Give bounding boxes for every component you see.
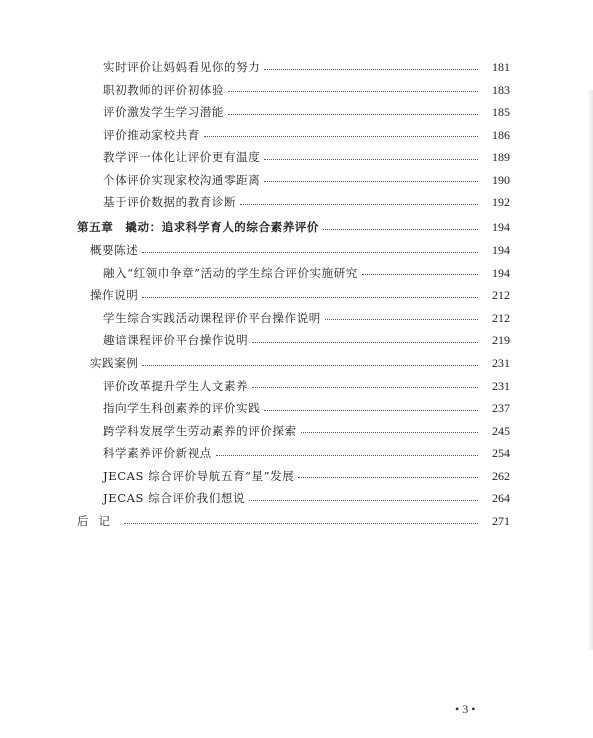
toc-entry[interactable] xyxy=(103,148,510,166)
section-title: 概要陈述 xyxy=(90,243,139,257)
toc-entry-title: 基于评价数据的教育诊断 xyxy=(103,195,237,209)
section-title: 实践案例 xyxy=(90,356,139,370)
leader-dots xyxy=(240,204,478,205)
leader-dots xyxy=(216,455,478,456)
leader-dots xyxy=(301,432,478,433)
toc-entry-title: 评价推动家校共育 xyxy=(103,127,200,142)
leader-dots xyxy=(142,365,478,366)
toc-entry-page: 254 xyxy=(492,446,510,460)
leader-dots xyxy=(264,410,478,411)
leader-dots xyxy=(252,387,478,388)
toc-entry-page: 231 xyxy=(492,378,510,393)
afterword-page: 271 xyxy=(492,514,510,528)
toc-entry-page: 194 xyxy=(492,265,510,280)
toc-entry-page: 212 xyxy=(492,310,510,325)
toc-entry-page: 181 xyxy=(492,60,510,74)
toc-entry-page: 185 xyxy=(492,105,510,119)
toc-entry-page: 192 xyxy=(492,195,510,209)
leader-dots xyxy=(264,181,478,182)
section-page: 231 xyxy=(492,356,510,370)
toc-entry[interactable] xyxy=(103,422,510,440)
leader-dots xyxy=(228,91,478,92)
toc-entry-page: 262 xyxy=(492,468,510,483)
toc-section[interactable] xyxy=(90,241,510,259)
toc-entry-title: 评价改革提升学生人文素养 xyxy=(103,378,249,393)
toc-entry-title: JECAS 综合评价我们想说 xyxy=(103,491,246,505)
toc-entry-title: JECAS 综合评价导航五育“星”发展 xyxy=(103,468,295,483)
toc-entry-title: 职初教师的评价初体验 xyxy=(103,82,224,97)
leader-dots xyxy=(252,342,478,343)
leader-dots xyxy=(264,69,478,70)
toc-entry-page: 183 xyxy=(492,82,510,97)
toc-entry[interactable] xyxy=(103,171,510,189)
toc-entry-title: 评价激发学生学习潜能 xyxy=(103,105,224,119)
toc-entry[interactable] xyxy=(103,444,510,462)
leader-dots xyxy=(204,136,478,137)
section-title: 操作说明 xyxy=(90,288,139,302)
leader-dots xyxy=(264,159,478,160)
toc-entry-page: 189 xyxy=(492,150,510,164)
toc-entry-page: 237 xyxy=(492,401,510,415)
toc-entry-page: 186 xyxy=(492,127,510,142)
leader-dots xyxy=(362,274,478,275)
toc-entry-title: 融入“红领巾争章”活动的学生综合评价实施研究 xyxy=(103,265,358,280)
toc-entry[interactable] xyxy=(103,103,510,121)
leader-dots xyxy=(124,523,478,524)
leader-dots xyxy=(142,297,478,298)
leader-dots xyxy=(298,477,478,478)
chapter-page: 194 xyxy=(492,220,510,234)
leader-dots xyxy=(325,319,478,320)
leader-dots xyxy=(249,500,478,501)
afterword-title: 后记 xyxy=(77,514,120,528)
leader-dots xyxy=(323,229,478,230)
toc-entry-title: 指向学生科创素养的评价实践 xyxy=(103,401,261,415)
toc-entry[interactable] xyxy=(103,81,510,99)
toc-entry-page: 264 xyxy=(492,491,510,505)
chapter-title: 第五章 撬动：追求科学育人的综合素养评价 xyxy=(77,220,319,234)
leader-dots xyxy=(228,114,478,115)
toc-entry[interactable] xyxy=(103,193,510,211)
toc-entry[interactable] xyxy=(103,58,510,76)
toc-entry[interactable] xyxy=(103,264,510,282)
toc-entry-title: 趣谙课程评价平台操作说明 xyxy=(103,333,249,347)
toc-entry-title: 个体评价实现家校沟通零距离 xyxy=(103,172,261,187)
toc-entry[interactable] xyxy=(103,126,510,144)
toc-entry[interactable] xyxy=(103,309,510,327)
toc-entry-title: 实时评价让妈妈看见你的努力 xyxy=(103,60,261,74)
toc-entry-page: 219 xyxy=(492,333,510,347)
toc-entry-title: 教学评一体化让评价更有温度 xyxy=(103,150,261,164)
toc-entry-page: 190 xyxy=(492,172,510,187)
section-page: 194 xyxy=(492,243,510,257)
toc-entry[interactable] xyxy=(103,467,510,485)
toc-section[interactable] xyxy=(90,354,510,372)
toc-chapter-heading[interactable] xyxy=(77,218,510,236)
toc-section[interactable] xyxy=(90,286,510,304)
page-number: • 3 • xyxy=(455,702,476,716)
toc-entry-title: 科学素养评价新视点 xyxy=(103,446,212,460)
toc-entry-title: 跨学科发展学生劳动素养的评价探索 xyxy=(103,423,297,438)
page-edge xyxy=(587,90,593,650)
toc-entry-title: 学生综合实践活动课程评价平台操作说明 xyxy=(103,310,321,325)
toc-afterword[interactable] xyxy=(77,512,510,530)
toc-entry[interactable] xyxy=(103,399,510,417)
section-page: 212 xyxy=(492,288,510,302)
leader-dots xyxy=(142,252,478,253)
toc-entry[interactable] xyxy=(103,377,510,395)
toc-entry[interactable] xyxy=(103,489,510,507)
toc-entry-page: 245 xyxy=(492,423,510,438)
toc-entry[interactable] xyxy=(103,331,510,349)
